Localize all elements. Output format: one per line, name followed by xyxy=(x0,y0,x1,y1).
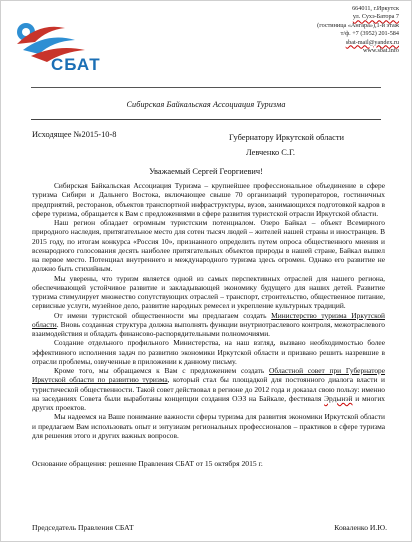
sbat-logo xyxy=(13,10,111,76)
basis-line: Основание обращения: решение Правления СБАТ от 15 октября 2015 г. xyxy=(32,459,263,468)
body-paragraph xyxy=(32,181,385,218)
body-paragraph xyxy=(32,274,385,311)
header-divider-bottom xyxy=(31,119,381,120)
paragraph-text: От имени туристской общественности мы предлагаем создать xyxy=(54,310,272,320)
contact-email[interactable]: sbat-mail@yandex.ru xyxy=(345,38,399,46)
paragraph-text: Наш регион обладает огромным туристским потенциалом. Озеро Байкал – объект Всемирного природного наследия, притягательное место для сотен тысяч людей – жителей нашей страны и иностранцев. В 2015 году, по итогам конкурса «Россия 10», признанного определить путем опроса общественного мнения и всенародного голосования десять наиболее притягательных объектов природы в нашей стране, Байкал вышел на первое место. Потенциал внутреннего и международного туризма здесь огромен. Однако его развитие не должно быть стихийным. xyxy=(32,218,385,274)
svg-text:СБАТ: СБАТ xyxy=(51,55,101,74)
signatory-title: Председатель Правления СБАТ xyxy=(32,523,134,532)
paragraph-text: , который стал бы площадкой для постоянного диалога власти и туристической общественности. Такой совет действовал в регионе до 2012 года и доказал свою пользу: именно на заседаниях Совета были выработаны концепции создания ОЭЗ на Байкале, фестиваля xyxy=(32,375,386,403)
body-paragraph xyxy=(32,338,385,366)
salutation: Уважаемый Сергей Георгиевич! xyxy=(149,167,263,176)
contact-phone: т/ф. +7 (3952) 201-584 xyxy=(340,30,399,38)
body-paragraph xyxy=(32,366,385,412)
underlined-proposal: Областной совет при Губернаторе Иркутской области по развитию туризма xyxy=(32,366,385,385)
contact-postal: 664011, г.Иркутск xyxy=(352,5,399,12)
paragraph-text: Мы уверены, что туризм является одной из самых перспективных отраслей для нашего региона, обеспечивающей устойчивое развитие и закладывающей экономику будущего для наших детей. Развитие туризма стимулирует множество сопутствующих отраслей – транспорт, строительство, общественное питание, сервисные услуги, музейное дело, развитие народных ремесел и укрепление культурных традиций. xyxy=(32,273,385,311)
recipient-position: Губернатору Иркутской области xyxy=(229,133,344,142)
contact-block xyxy=(269,5,399,55)
recipient-block xyxy=(229,130,344,160)
contact-hotel: (гостиница «Ангара»),1-й этаж xyxy=(317,21,399,29)
contact-street: ул. Сухэ-Батора 7 xyxy=(352,13,399,21)
underlined-proposal: Министерство туризма Иркутской области xyxy=(32,310,385,329)
flagged-word: Эрдынэй xyxy=(324,393,353,403)
letter-body xyxy=(32,181,385,440)
paragraph-text: Создание отдельного профильного Министерства, на наш взгляд, вызвано необходимостью более эффективного исполнения задач по развитию экономики Иркутской области и призвано решить назревшие в отрасли проблемы, озвученные в приложении к данному письму. xyxy=(32,338,385,366)
outgoing-number: Исходящее №2015-10-8 xyxy=(32,130,117,139)
organization-title: Сибирская Байкальская Ассоциация Туризма xyxy=(126,100,286,109)
paragraph-text: Кроме того, мы обращаемся к Вам с предложением создать xyxy=(54,366,270,375)
body-paragraph xyxy=(32,311,385,339)
paragraph-text: . Вновь созданная структура должна выполнять функции внутриотраслевого контроля, межотраслевого взаимодействия и обладать финансово-распорядительными полномочиями. xyxy=(32,319,385,338)
recipient-name: Левченко С.Г. xyxy=(246,148,295,157)
contact-website[interactable]: www.sbat.info xyxy=(362,47,399,55)
body-paragraph xyxy=(32,218,385,274)
paragraph-text: и многих других проектов. xyxy=(32,393,385,412)
paragraph-text: Мы надеемся на Ваше понимание важности сферы туризма для развития экономики Иркутской области и предлагаем Вам использовать опыт и энтузиазм региональных профессионалов – практиков в сфере туризма для решения этого и других важных вопросов. xyxy=(32,412,385,440)
header-divider-top xyxy=(31,87,381,88)
signatory-name: Коваленко И.Ю. xyxy=(334,523,387,532)
paragraph-text: Сибирская Байкальская Ассоциация Туризма – крупнейшее профессиональное объединение в сфере туризма Сибири и Дальнего Востока, включающее свыше 70 организаций туроператоров, гостиничных предприятий, ресторанов, объектов транспортной инфраструктуры, вузов, занимающихся подготовкой кадров в сфере туризма, обращается к Вам с предложениями в сфере развития туристской отрасли Иркутской области. xyxy=(32,181,385,218)
body-paragraph xyxy=(32,412,385,440)
